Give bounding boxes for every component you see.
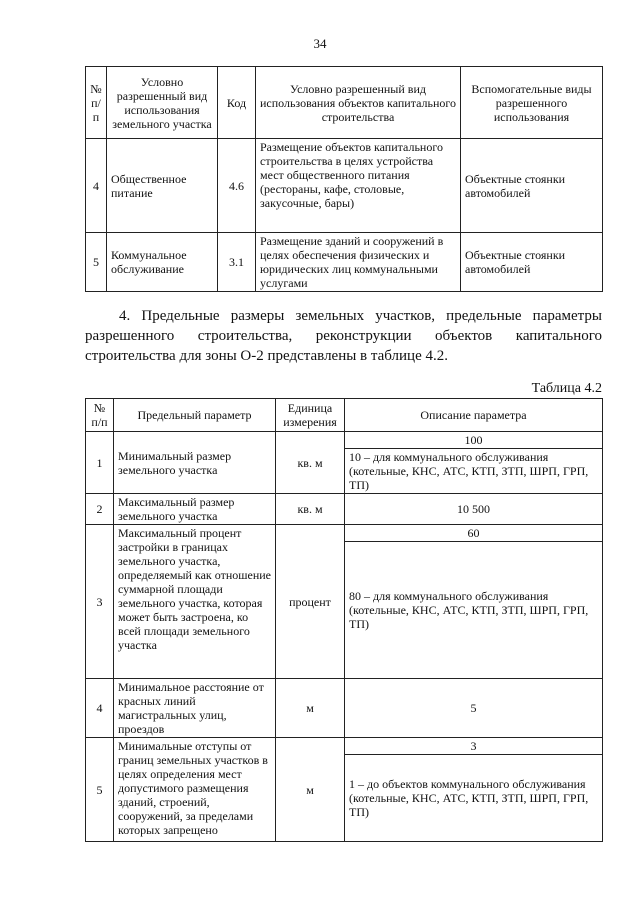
row-num: 4	[86, 679, 114, 738]
row-auxiliary: Объектные стоянки автомобилей	[461, 233, 603, 292]
body-paragraph: 4. Предельные размеры земельных участков, предельные параметры разрешенного строительства, реконструкции объектов капитального строительства для зоны О-2 представлены в таблице 4.2.	[85, 308, 602, 364]
header-land-use: Условно разрешенный вид использования земельного участка	[107, 67, 218, 139]
row-value: 60	[345, 525, 603, 542]
table-row	[86, 679, 603, 738]
header-code: Код	[218, 67, 256, 139]
row-land-use: Общественное питание	[107, 139, 218, 233]
table-row	[86, 139, 603, 233]
table-header-row	[86, 399, 603, 432]
row-value: 10 500	[345, 494, 603, 525]
row-note: 80 – для коммунального обслуживания (котельные, КНС, АТС, КТП, ЗТП, ШРП, ГРП, ТП)	[345, 542, 603, 679]
row-value: 5	[345, 679, 603, 738]
row-param: Максимальный размер земельного участка	[114, 494, 276, 525]
header-unit: Единица измерения	[276, 399, 345, 432]
row-unit: кв. м	[276, 494, 345, 525]
page-number: 34	[313, 36, 327, 51]
header-param: Предельный параметр	[114, 399, 276, 432]
row-land-use: Коммунальное обслуживание	[107, 233, 218, 292]
row-note: 10 – для коммунального обслуживания (котельные, КНС, АТС, КТП, ЗТП, ШРП, ГРП, ТП)	[345, 449, 603, 494]
header-desc: Описание параметра	[345, 399, 603, 432]
row-note: 1 – до объектов коммунального обслуживания (котельные, КНС, АТС, КТП, ЗТП, ШРП, ГРП, ТП)	[345, 755, 603, 842]
row-num: 2	[86, 494, 114, 525]
header-num: № п/п	[86, 67, 107, 139]
row-code: 3.1	[218, 233, 256, 292]
row-unit: м	[276, 738, 345, 842]
header-auxiliary: Вспомогательные виды разрешенного использования	[461, 67, 603, 139]
row-unit: процент	[276, 525, 345, 679]
header-num: № п/п	[86, 399, 114, 432]
row-unit: кв. м	[276, 432, 345, 494]
table-row	[86, 525, 603, 542]
row-capital-use: Размещение объектов капитального строительства в целях устройства мест общественного питания (рестораны, кафе, столовые, закусочные, бары)	[256, 139, 461, 233]
row-num: 3	[86, 525, 114, 679]
row-code: 4.6	[218, 139, 256, 233]
row-param: Минимальные отступы от границ земельных участков в целях определения мест допустимого размещения зданий, строений, сооружений, за пределами которых запрещено	[114, 738, 276, 842]
table-row	[86, 432, 603, 449]
row-num: 5	[86, 233, 107, 292]
row-value: 3	[345, 738, 603, 755]
row-param: Минимальный размер земельного участка	[114, 432, 276, 494]
row-num: 1	[86, 432, 114, 494]
table-row	[86, 233, 603, 292]
row-auxiliary: Объектные стоянки автомобилей	[461, 139, 603, 233]
table-caption: Таблица 4.2	[531, 381, 602, 396]
row-num: 4	[86, 139, 107, 233]
row-param: Минимальное расстояние от красных линий магистральных улиц, проездов	[114, 679, 276, 738]
parameters-table	[85, 398, 603, 842]
row-param: Максимальный процент застройки в границах земельного участка, определяемый как отношение суммарной площади земельного участка, которая может быть застроена, ко всей площади земельного участка	[114, 525, 276, 679]
table-row	[86, 738, 603, 755]
row-unit: м	[276, 679, 345, 738]
table-row	[86, 494, 603, 525]
header-capital-use: Условно разрешенный вид использования объектов капитального строительства	[256, 67, 461, 139]
row-capital-use: Размещение зданий и сооружений в целях обеспечения физических и юридических лиц коммунальными услугами	[256, 233, 461, 292]
table-header-row	[86, 67, 603, 139]
row-value: 100	[345, 432, 603, 449]
land-use-table	[85, 66, 603, 292]
row-num: 5	[86, 738, 114, 842]
